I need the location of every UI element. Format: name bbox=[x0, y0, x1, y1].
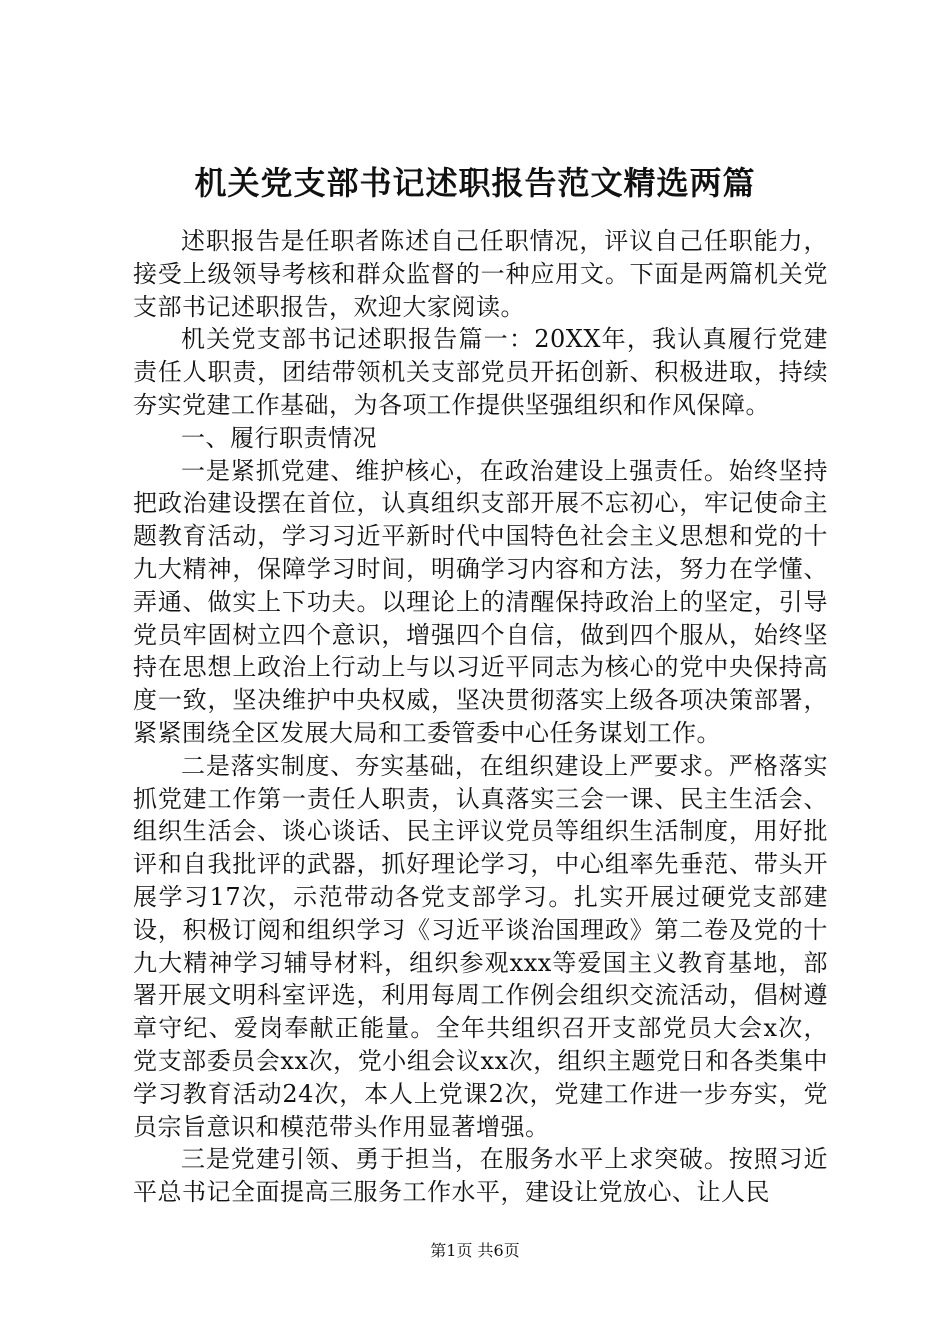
paragraph-organization-building: 二是落实制度、夯实基础，在组织建设上严要求。严格落实抓党建工作第一责任人职责，认真落实三会一课、民主生活会、组织生活会、谈心谈话、民主评议党员等组织生活制度，用好批评和自我批评的武器，抓好理论学习，中心组率先垂范、带头开展学习17次，示范带动各党支部学习。扎实开展过硬党支部建设，积极订阅和组织学习《习近平谈治国理政》第二卷及党的十九大精神学习辅导材料，组织参观xxx等爱国主义教育基地，部署开展文明科室评选，利用每周工作例会组织交流活动，倡树遵章守纪、爱岗奉献正能量。全年共组织召开支部党员大会x次，党支部委员会xx次，党小组会议xx次，组织主题党日和各类集中学习教育活动24次，本人上党课2次，党建工作进一步夯实，党员宗旨意识和模范带头作用显著增强。 bbox=[133, 751, 828, 1141]
paragraph-intro: 述职报告是任职者陈述自己任职情况，评议自己任职能力，接受上级领导考核和群众监督的一种应用文。下面是两篇机关党支部书记述职报告，欢迎大家阅读。 bbox=[133, 227, 828, 321]
document-title: 机关党支部书记述职报告范文精选两篇 bbox=[194, 164, 756, 202]
paragraph-service-level: 三是党建引领、勇于担当，在服务水平上求突破。按照习近平总书记全面提高三服务工作水平，建设让党放心、让人民 bbox=[133, 1145, 828, 1207]
paragraph-political-building: 一是紧抓党建、维护核心，在政治建设上强责任。始终坚持把政治建设摆在首位，认真组织支部开展不忘初心，牢记使命主题教育活动，学习习近平新时代中国特色社会主义思想和党的十九大精神，保障学习时间，明确学习内容和方法，努力在学懂、弄通、做实上下功夫。以理论上的清醒保持政治上的坚定，引导党员牢固树立四个意识，增强四个自信，做到四个服从，始终坚持在思想上政治上行动上与以习近平同志为核心的党中央保持高度一致，坚决维护中央权威，坚决贯彻落实上级各项决策部署，紧紧围绕全区发展大局和工委管委中心任务谋划工作。 bbox=[133, 456, 828, 747]
document-body bbox=[133, 225, 828, 1209]
paragraph-report-opening: 机关党支部书记述职报告篇一：20XX年，我认真履行党建责任人职责，团结带领机关支部党员开拓创新、积极进取，持续夯实党建工作基础，为各项工作提供坚强组织和作风保障。 bbox=[133, 325, 828, 419]
page-footer: 第1页 共6页 bbox=[430, 1241, 520, 1260]
section-heading: 一、履行职责情况 bbox=[181, 423, 377, 452]
